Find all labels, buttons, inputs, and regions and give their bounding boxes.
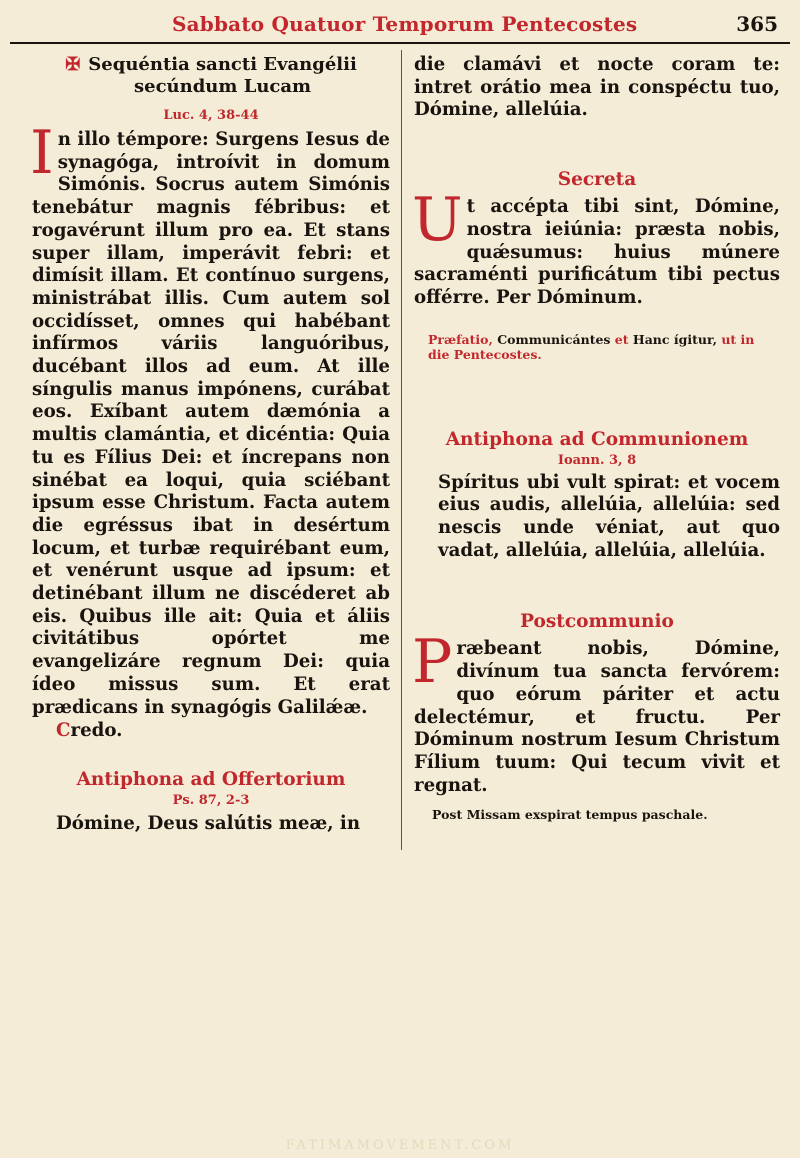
credo-line	[32, 720, 390, 743]
rubric-communicantes: Communicántes	[492, 331, 611, 347]
credo-initial: C	[56, 720, 71, 742]
page-header	[0, 0, 800, 44]
closing-rubric: Post Missam exspirat tempus paschale.	[432, 807, 708, 823]
rubric-ut-in-die: ut in die Pentecostes.	[428, 331, 755, 362]
rubric-praefatio: Præfatio,	[428, 331, 493, 347]
offertory-reference: Ps. 87, 2-3	[172, 792, 250, 808]
preface-rubric	[414, 332, 780, 362]
gospel-heading-text	[88, 54, 357, 98]
communion-reference: Ioann. 3, 8	[557, 452, 637, 468]
secreta-drop-cap: U	[412, 185, 463, 256]
right-column	[414, 54, 780, 822]
postcommunio-body: ræbeant nobis, Dómine, divínum tua sancta fervórem: quo eórum páriter et actu delectémur, et fructu. Per Dóminum nostrum Iesum Christum Fílium tuum: Qui tecum vivit et regnat.	[414, 638, 780, 796]
offertory-heading: Antiphona ad Offertorium	[76, 768, 346, 790]
postcommunio-heading: Postcommunio	[520, 611, 674, 633]
secreta-body: t accépta tibi sint, Dómine, nostra ieiúnia: præsta nobis, quǽsumus: huius múnere sacraménti purificátum tibi pectus offérre. Per Dóminum.	[414, 196, 780, 308]
gospel-heading	[32, 54, 390, 98]
gospel-drop-cap: I	[30, 118, 54, 188]
offertory-text: Dómine, Deus salútis meæ, in	[56, 812, 361, 834]
left-column	[32, 54, 390, 836]
postcommunio-drop-cap: P	[412, 627, 453, 698]
rubric-et: et	[610, 331, 633, 347]
communion-text: Spíritus ubi vult spirat: et vocem eius audis, allelúia, allelúia: sed nescis unde véniat, aut quo vadat, allelúia, allelúia, allelúia.	[438, 471, 780, 561]
offertory-continuation: die clamávi et nocte coram te: intret orátio mea in conspéctu tuo, Dómine, allelúia.	[414, 54, 780, 121]
secreta-heading: Secreta	[557, 169, 637, 191]
rubric-hanc-igitur: Hanc ígitur,	[632, 331, 717, 347]
column-divider	[401, 50, 402, 850]
gospel-body: n illo témpore: Surgens Iesus de synagóga, introívit in domum Simónis. Socrus autem Simónis tenebátur magnis fébribus: et rogavérunt illum pro ea. Et stans super illam, imperávit febri: et dimísit illam. Et contínuo surgens, ministrábat illis. Cum autem sol occidísset, omnes qui habébant infírmos váriis languóribus, ducébant illos ad eum. At ille síngulis manus impónens, curábat eos. Exíbant autem dæmónia a multis clamántia, et dicéntia: Quia tu es Fílius Dei: et íncrepans non sinébat ea loqui, quia sciébant ipsum esse Christum. Facta autem die egréssus ibat in desértum locum, et turbæ requirébant eum, et venérunt usque ad ipsum: et detinébant illum ne discéderet ab eis. Quibus ille ait: Quia et áliis civitátibus opórtet me evangelizáre regnum Dei: quia ídeo missus sum. Et erat prædicans in synagógis Galilǽæ.	[32, 129, 390, 718]
gospel-reference: Luc. 4, 38-44	[163, 108, 259, 123]
page-title: Sabbato Quatuor Temporum Pentecostes	[172, 12, 638, 36]
communion-heading: Antiphona ad Communionem	[445, 428, 749, 450]
gospel-text	[30, 118, 390, 719]
secreta-text	[412, 185, 780, 310]
postcommunio-text	[412, 627, 780, 797]
watermark: FATIMAMOVEMENT.COM	[285, 1138, 515, 1153]
gospel-heading-line1: Sequéntia sancti Evangélii	[88, 54, 357, 75]
cross-icon: ✠	[65, 54, 81, 75]
credo-rest: redo.	[70, 720, 123, 742]
header-rule	[10, 42, 790, 44]
page-number: 365	[736, 12, 778, 36]
gospel-heading-line2: secúndum Lucam	[133, 76, 312, 97]
